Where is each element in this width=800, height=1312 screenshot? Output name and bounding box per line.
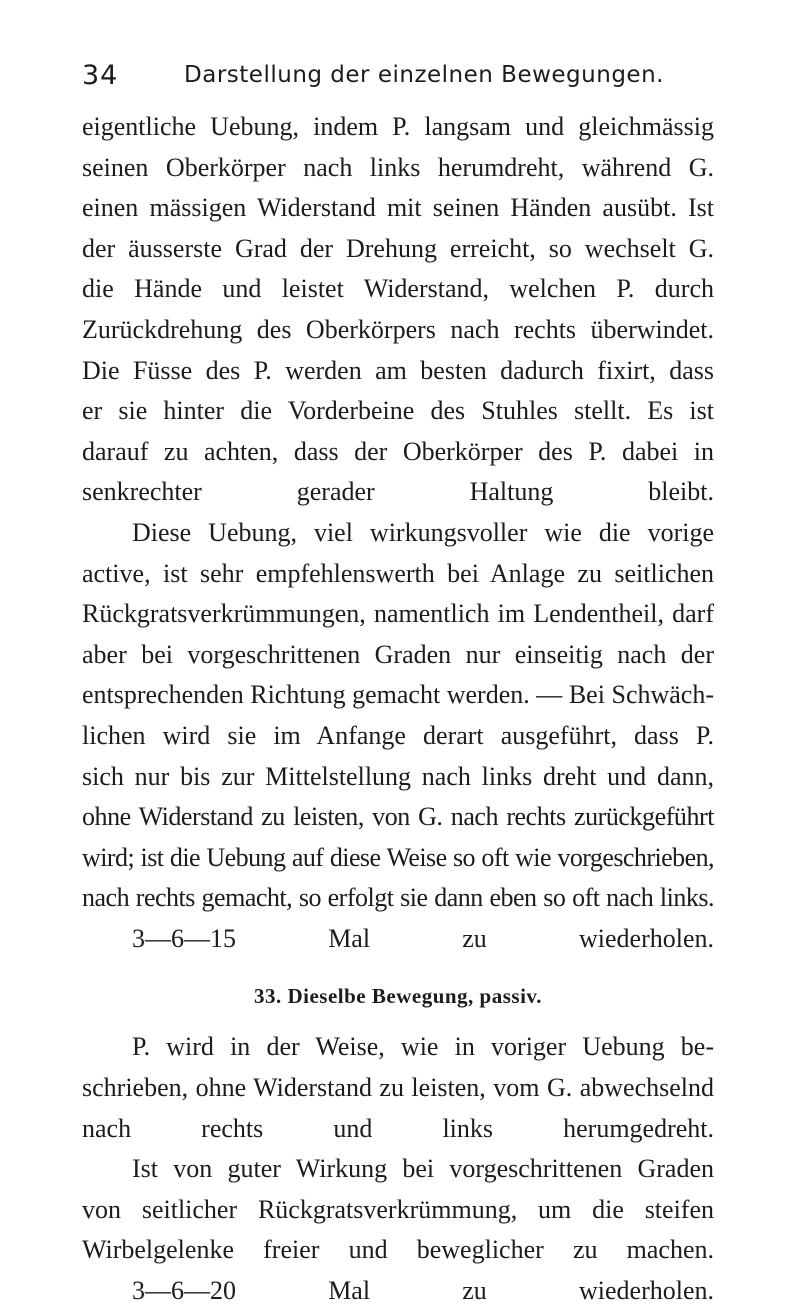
page-number: 34 [82, 60, 119, 91]
text-line: eigentliche Uebung, indem P. langsam und gleichmässig [82, 112, 714, 141]
text-line: Die Füsse des P. werden am besten dadurch fixirt, dass [82, 355, 714, 385]
running-head [82, 60, 714, 100]
text-line: darauf zu achten, dass der Oberkörper des P. dabei in [82, 436, 714, 466]
text-line: ohne Widerstand zu leisten, von G. nach rechts zurückgeführt [82, 802, 714, 832]
text-line: senkrechter gerader Haltung bleibt. [82, 477, 714, 507]
section-paragraph-2 [82, 1149, 714, 1311]
text-line: Zurückdrehung des Oberkörpers nach rechts überwindet. [82, 314, 714, 344]
text-line: Ist von guter Wirkung bei vorgeschrittenen Graden [132, 1154, 714, 1184]
text-line: er sie hinter die Vorderbeine des Stuhles stellt. Es ist [82, 396, 714, 426]
paragraph-2 [82, 513, 714, 960]
text-line: sich nur bis zur Mittelstellung nach links dreht und dann, [82, 761, 714, 791]
body-text [82, 107, 714, 1312]
text-line: von seitlicher Rückgratsverkrümmung, um die steifen [82, 1194, 714, 1224]
text-line: Diese Uebung, viel wirkungsvoller wie die vorige [132, 517, 714, 547]
text-line: nach rechts und links herumgedreht. [82, 1113, 714, 1143]
text-line: Rückgratsverkrümmungen, namentlich im Lendentheil, darf [82, 599, 714, 629]
text-line: aber bei vorgeschrittenen Graden nur einseitig nach der [82, 639, 714, 669]
text-line: P. wird in der Weise, wie in voriger Uebung be- [132, 1032, 714, 1062]
text-line: seinen Oberkörper nach links herumdreht, während G. [82, 152, 714, 182]
text-line: entsprechenden Richtung gemacht werden. — Bei Schwäch- [82, 680, 714, 710]
text-line: lichen wird sie im Anfange derart ausgeführt, dass P. [82, 720, 714, 750]
text-line: Wirbelgelenke freier und beweglicher zu machen. [82, 1235, 714, 1265]
text-line: die Hände und leistet Widerstand, welchen P. durch [82, 274, 714, 304]
section-heading: 33. Dieselbe Bewegung, passiv. [253, 984, 543, 1009]
text-line: schrieben, ohne Widerstand zu leisten, vom G. abwechselnd [82, 1073, 714, 1103]
text-line: wird; ist die Uebung auf diese Weise so oft wie vorgeschrieben, [82, 842, 714, 872]
paragraph-1 [82, 107, 714, 513]
text-line: der äusserste Grad der Drehung erreicht, so wechselt G. [82, 233, 714, 263]
text-line: nach rechts gemacht, so erfolgt sie dann eben so oft nach links. [82, 883, 714, 913]
repeat-instruction: 3—6—20 Mal zu wiederholen. [132, 1276, 714, 1306]
repeat-instruction: 3—6—15 Mal zu wiederholen. [132, 923, 714, 953]
running-title: Darstellung der einzelnen Bewegungen. [184, 62, 664, 88]
text-line: einen mässigen Widerstand mit seinen Händen ausübt. Ist [82, 193, 714, 223]
text-line: active, ist sehr empfehlenswerth bei Anlage zu seitlichen [82, 558, 714, 588]
section-paragraph-1 [82, 1027, 714, 1149]
